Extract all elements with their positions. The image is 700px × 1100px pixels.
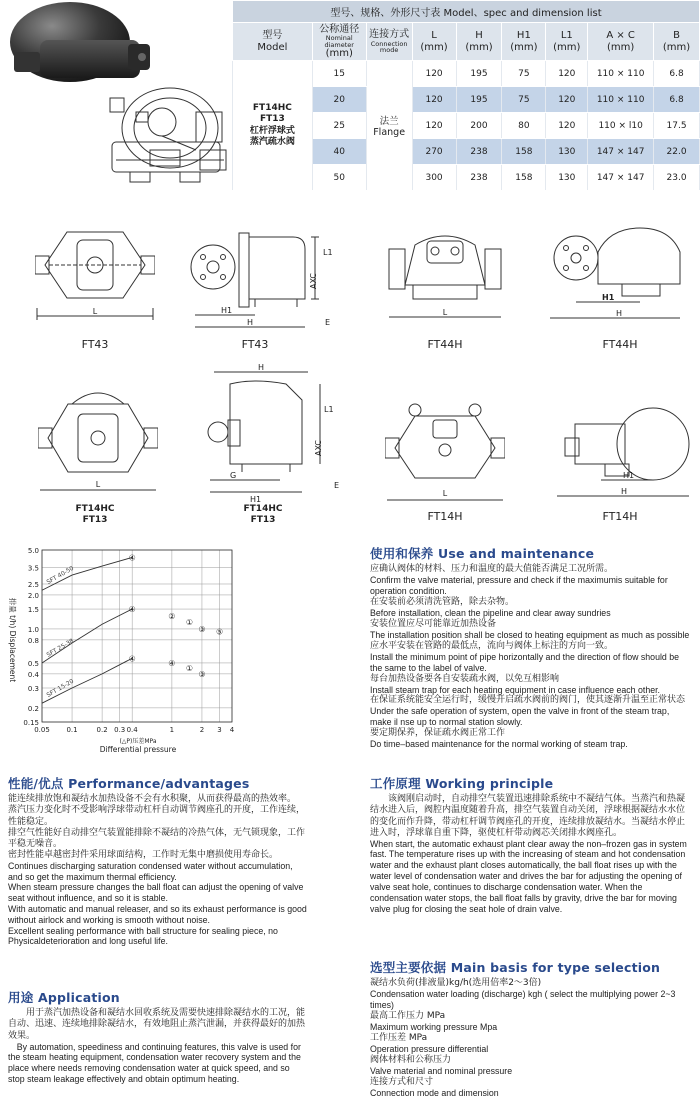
cell-AxC: 110 × 110 [588, 61, 654, 87]
text-line: 该阀刚启动时，自动排空气装置迅速排除系统中不凝结气体。当蒸汽和热凝结水进入后，阀腔内温度随着升高，排空气装置自动关闭，浮球根据凝结水水位的变化而作升降，带动杠杆调节阀座孔的开度，连续排放凝结水。当凝结水停止进入时，浮球靠自重下降，驱使杠杆带动阀芯关闭排水阀座孔。 [370, 794, 686, 838]
y-tick-label: 0.5 [27, 659, 39, 668]
curve-marker: ④ [128, 605, 136, 615]
drawing-ft14h-front [385, 398, 505, 510]
label-ft43-b: FT43 [241, 338, 269, 351]
series-label: SFT 15-20 [45, 677, 76, 699]
cell-AxC: 147 × 147 [588, 139, 654, 165]
text-line: 密封性能卓越密封件采用球面结构，工作时无集中磨损使用寿命长。 [8, 849, 279, 860]
cell-L: 120 [412, 113, 456, 139]
svg-text:E: E [334, 481, 340, 490]
svg-text:H: H [621, 487, 628, 496]
drawing-ft44h-front [385, 225, 505, 330]
text-line: Connection mode and dimension [370, 1087, 499, 1098]
curve-marker: ④ [128, 553, 136, 563]
cell-B: 22.0 [654, 139, 700, 165]
cell-H: 238 [456, 139, 502, 165]
spec-table [232, 0, 700, 191]
text-line: Do time–based maintenance for the normal working of steam trap. [370, 739, 628, 750]
curve-marker: ⑤ [215, 627, 224, 637]
text-line: The installation position shall be closed to heating equipment as much as possible [370, 630, 690, 640]
label-ft14h-b: FT14H [602, 510, 638, 523]
use-maintenance-section [370, 546, 692, 750]
spec-row [233, 61, 700, 87]
drawing-ft14h-side [545, 398, 695, 508]
cell-B: 6.8 [654, 61, 700, 87]
cell-H1: 158 [502, 139, 546, 165]
application-title: 用途 Application [8, 990, 120, 1005]
svg-text:L: L [442, 489, 448, 498]
cell-H1: 75 [502, 87, 546, 113]
performance-section [8, 776, 308, 947]
cell-dn: 40 [312, 139, 366, 165]
product-photo [0, 0, 232, 196]
cell-L: 120 [412, 61, 456, 87]
cell-L: 270 [412, 139, 456, 165]
svg-text:G: G [230, 471, 237, 480]
x-axis-label-cn: (△P)压差MPa [119, 738, 157, 745]
cell-L1: 120 [546, 87, 588, 113]
curve-marker: ① [185, 664, 194, 674]
series-label: SFT 40-50 [45, 564, 76, 587]
curve-marker: ④ [128, 654, 136, 664]
text-line: 每台加热设备要各自安装疏水阀，以免互相影响 [370, 673, 560, 684]
svg-text:H: H [258, 363, 265, 372]
label-ft44h-b: FT44H [602, 338, 638, 351]
svg-text:H1: H1 [221, 306, 233, 315]
x-tick-label: 2 [199, 726, 205, 734]
type-selection-title: 选型主要依据 Main basis for type selection [370, 960, 661, 975]
cell-H: 200 [456, 113, 502, 139]
connection-cell: 法兰 Flange [366, 61, 412, 191]
text-line: 在保证系统能安全运行时，缓慢开启疏水阀前的阀门，使其逐渐升温至正常状态 [370, 695, 686, 706]
text-line: Before installation, clean the pipeline and clear away sundries [370, 608, 611, 619]
application-section [8, 990, 308, 1085]
cell-B: 23.0 [654, 165, 700, 191]
cell-dn: 25 [312, 113, 366, 139]
svg-text:L1: L1 [324, 405, 334, 414]
curve-marker: ③ [198, 624, 206, 634]
drawing-ft43-front [35, 220, 155, 330]
text-line: 连接方式和尺寸 [370, 1076, 434, 1087]
text-line: Operation pressure differential [370, 1044, 489, 1054]
label-ft14h-a: FT14H [427, 510, 463, 523]
dim-L: L [92, 307, 98, 316]
svg-text:L1: L1 [323, 248, 333, 257]
text-line: 在安装前必须清洗管路，除去杂物。 [370, 597, 515, 608]
cell-AxC: 147 × 147 [588, 165, 654, 191]
y-tick-label: 2.5 [27, 580, 39, 589]
working-principle-section [370, 776, 692, 914]
cell-dn: 15 [312, 61, 366, 87]
cell-H1: 158 [502, 165, 546, 191]
text-line: 能连续排放饱和凝结水加热设备不会有水积聚，从而获得最高的热效率。 [8, 794, 297, 805]
cell-H: 195 [456, 61, 502, 87]
y-tick-label: 3.5 [27, 564, 39, 573]
svg-text:H1: H1 [250, 495, 262, 504]
series-line [42, 658, 132, 703]
text-line: Install the minimum point of pipe horizontally and the direction of flow should be the same to the label of valve. [370, 651, 680, 673]
col-AxC: A × C (mm) [588, 23, 654, 61]
cell-dn: 20 [312, 87, 366, 113]
text-line: 阀体材料和公称压力 [370, 1054, 452, 1065]
text-line: Condensation water loading (discharge) kgh ( select the multiplying power 2~3 times) [370, 989, 676, 1011]
working-principle-title: 工作原理 Working principle [370, 776, 554, 791]
curve-marker: ③ [198, 669, 206, 679]
y-tick-label: 5.0 [27, 547, 39, 555]
curve-marker: ① [185, 618, 194, 628]
text-line: Under the safe operation of system, open the valve in front of the steam trap, make il nse up to normal station slowly. [370, 706, 670, 728]
curve-marker: ④ [168, 658, 176, 668]
col-L1: L1 (mm) [546, 23, 588, 61]
drawing-ft44h-side [540, 222, 690, 330]
svg-text:H: H [616, 309, 623, 318]
cell-L1: 120 [546, 113, 588, 139]
drawing-ft14hc-side [190, 360, 345, 505]
cell-H1: 80 [502, 113, 546, 139]
svg-text:AXC: AXC [314, 440, 323, 456]
svg-text:L: L [442, 308, 448, 317]
x-tick-label: 0.2 [96, 726, 108, 734]
drawing-ft43-side [185, 215, 335, 335]
cell-B: 6.8 [654, 87, 700, 113]
svg-text:H1: H1 [623, 471, 635, 480]
x-tick-label: 0.4 [126, 726, 138, 734]
x-tick-label: 3 [217, 726, 222, 734]
text-line: 要定期保养，保证疏水阀正常工作 [370, 728, 506, 739]
label-ft14hc-a: FT14HC FT13 [75, 504, 115, 526]
label-ft44h-a: FT44H [427, 338, 463, 351]
cell-L: 120 [412, 87, 456, 113]
curve-marker: ② [168, 612, 176, 622]
text-line: 工作压差 MPa [370, 1032, 428, 1043]
displacement-chart [0, 540, 250, 770]
text-line: With automatic and manual releaser, and so its exhaust performance is good without airlock and working is smooth without noise. [8, 904, 307, 925]
text-line: By automation, speediness and continuing features, this valve is used for the steam heating equipment, condensation water recovery system and the place where needs removing condensation water at quick speed, and so stop steam leakage effectively and obtain optimum heating. [8, 1041, 301, 1084]
text-line: Install steam trap for each heating equipment in case influence each other. [370, 684, 660, 695]
cell-B: 17.5 [654, 113, 700, 139]
col-H1: H1 (mm) [502, 23, 546, 61]
text-line: 最高工作压力 MPa [370, 1011, 446, 1022]
cell-H: 195 [456, 87, 502, 113]
model-cell: FT14HC FT13 杠杆浮球式 蒸汽疏水阀 [233, 61, 313, 191]
text-line: Confirm the valve material, pressure and check if the maximumis suitable for operation condition. [370, 575, 668, 597]
cell-AxC: 110 × 110 [588, 87, 654, 113]
col-H: H (mm) [456, 23, 502, 61]
cell-L1: 130 [546, 139, 588, 165]
svg-text:AXC: AXC [309, 273, 318, 289]
cell-L1: 130 [546, 165, 588, 191]
text-line: When start, the automatic exhaust plant clear away the non–frozen gas in system fast. The temperature rises up with the increasing of steam and hot condensation water and the exhaust plant closes automatically, the ball float rises up with the water level of condensation water and drives the bar for adjusting the opening of valve seat hole, continues to discharge condensation water. When the condensation water stops, the ball float falls by gravity, drive the bar for moving valve plug for closing the seat hole of drain valve. [370, 838, 687, 914]
x-tick-label: 0.1 [66, 726, 78, 734]
label-ft14hc-b: FT14HC FT13 [243, 504, 283, 526]
col-B: B (mm) [654, 23, 700, 61]
text-line: Excellent sealing performance with ball structure for sealing piece, no Physicaldeterioration and long useful life. [8, 925, 278, 947]
type-selection-section [370, 960, 692, 1099]
svg-text:H: H [247, 318, 254, 327]
svg-text:L: L [95, 480, 101, 489]
text-line: 用于蒸汽加热设备和凝结水回收系统及需要快速排除凝结水的工况，能自动、迅速、连续地排除凝结水，有效地阻止蒸汽泄漏，并获得最好的加热效果。 [8, 1008, 306, 1041]
spec-table-caption: 型号、规格、外形尺寸表 Model、spec and dimension list [233, 1, 700, 23]
y-tick-label: 2.0 [27, 591, 39, 600]
performance-title: 性能/优点 Performance/advantages [8, 776, 250, 791]
col-nominal: 公称通径 Nominal diameter (mm) [312, 23, 366, 61]
cell-H1: 75 [502, 61, 546, 87]
text-line: 排空气性能好自动排空气装置能排除不凝结的冷热气体，无气锁现象，工作平稳无噪音。 [8, 827, 306, 849]
y-tick-label: 0.2 [27, 704, 39, 713]
series-label: SFT 25-38 [45, 637, 76, 659]
text-line: When steam pressure changes the ball float can adjust the opening of valve seat without influence, and so it is stable. [8, 882, 304, 904]
y-tick-label: 0.8 [27, 636, 39, 645]
drawing-ft14hc-front [38, 378, 158, 500]
col-L: L (mm) [412, 23, 456, 61]
text-line: 安装位置应尽可能靠近加热设备 [370, 618, 497, 629]
y-tick-label: 0.4 [27, 670, 39, 679]
text-line: 凝结水负荷(排液量)kg/h(选用倍率2～3倍) [370, 978, 542, 989]
x-tick-label: 0.3 [114, 726, 126, 734]
col-connection: 连接方式 Connection mode [366, 23, 412, 61]
text-line: Maximum working pressure Mpa [370, 1022, 498, 1033]
cell-dn: 50 [312, 165, 366, 191]
y-tick-label: 0.3 [27, 685, 39, 694]
cell-L1: 120 [546, 61, 588, 87]
text-line: 应水平安装在管路的最低点，流向与阀体上标注的方向一致。 [370, 640, 614, 651]
col-model: 型号 Model [233, 23, 313, 61]
x-tick-label: 1 [169, 726, 175, 734]
y-tick-label: 1.0 [27, 625, 39, 634]
text-line: 蒸汽压力变化时不受影响浮球带动杠杆自动调节阀座孔的开度，工作连续，性能稳定。 [8, 805, 306, 827]
cell-L: 300 [412, 165, 456, 191]
x-axis-label: Differential pressure [99, 745, 177, 754]
text-line: Continues discharging saturation condensed water without accumulation, and so get the maximum thermal efficiency. [8, 860, 293, 882]
y-axis-label: 排量 t/h) Displacement [8, 597, 17, 683]
use-maintenance-title: 使用和保养 Use and maintenance [370, 546, 595, 561]
y-tick-label: 1.5 [27, 606, 39, 615]
cell-AxC: 110 × l10 [588, 113, 654, 139]
cell-H: 238 [456, 165, 502, 191]
x-tick-label: 0.05 [34, 726, 50, 734]
text-line: 应确认阀体的材料、压力和温度的最大值能否满足工况所需。 [370, 564, 614, 575]
label-ft43-a: FT43 [81, 338, 109, 351]
y-tick-label: 0.15 [23, 719, 39, 727]
svg-text:E: E [325, 318, 331, 327]
svg-text:H1: H1 [602, 293, 615, 302]
text-line: Valve material and nominal pressure [370, 1065, 513, 1076]
x-tick-label: 4 [229, 726, 235, 734]
